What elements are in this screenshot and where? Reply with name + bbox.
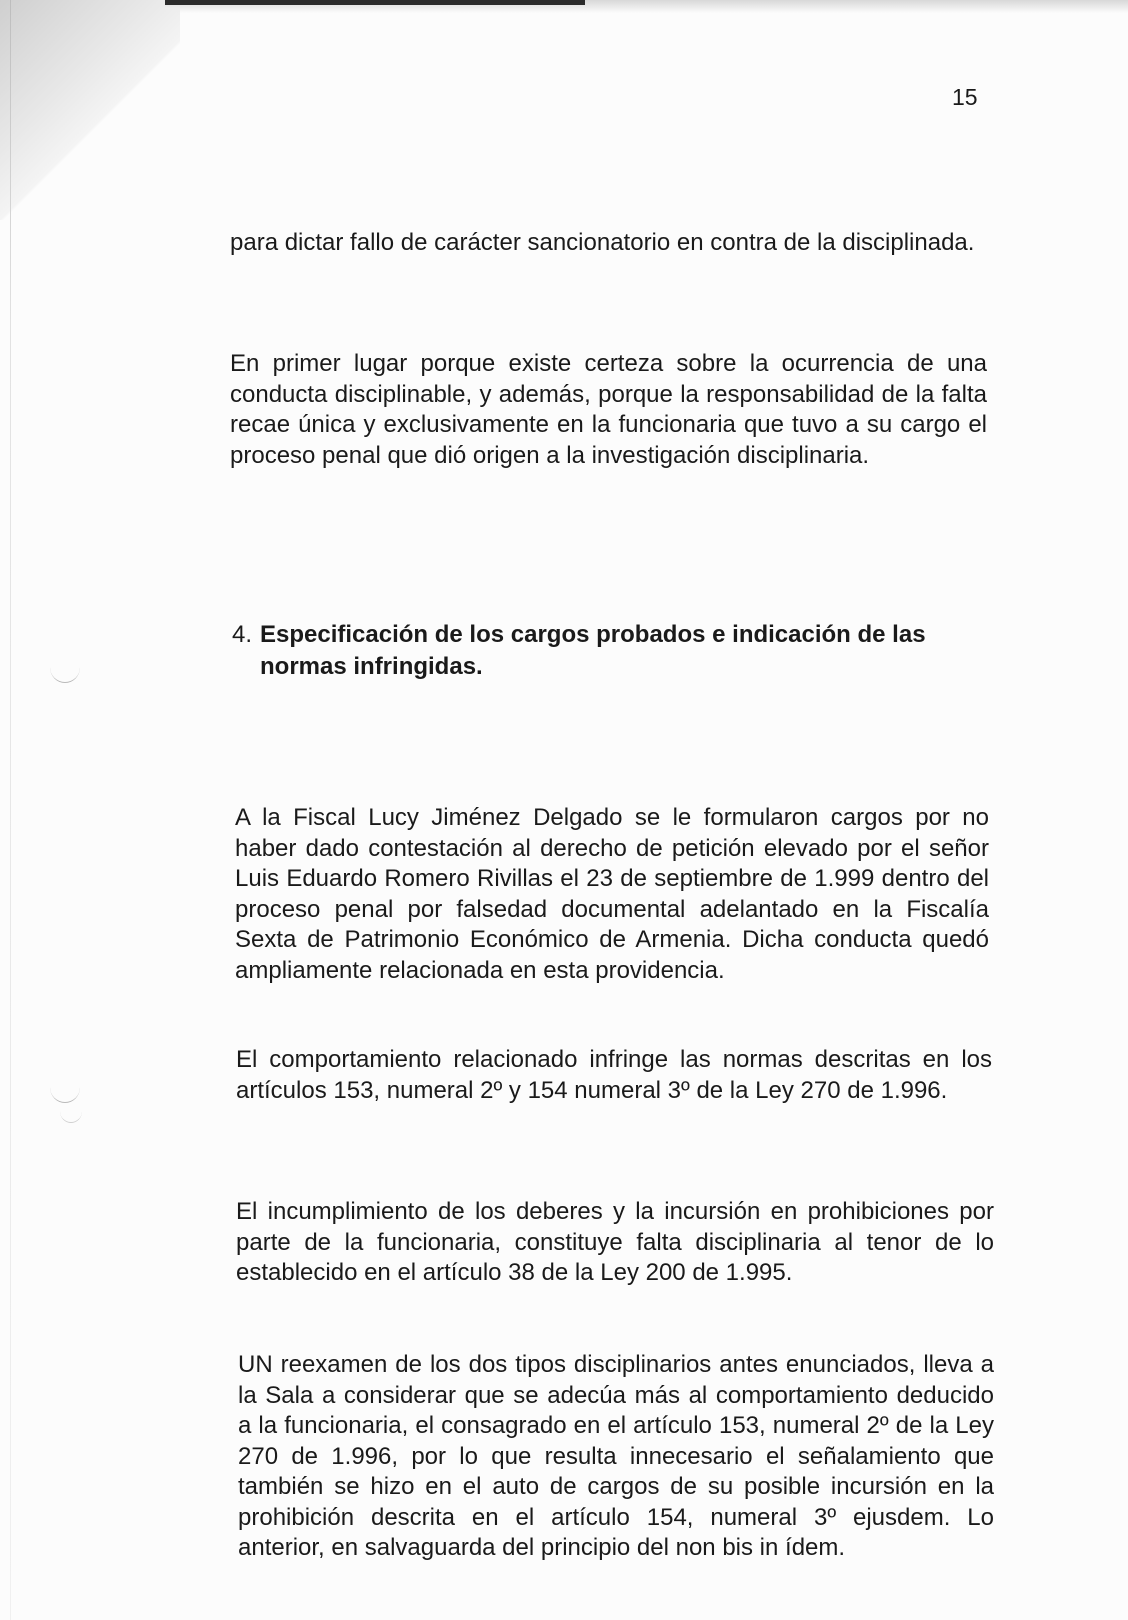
section-title: Especificación de los cargos probados e indicación de las normas infringidas. bbox=[260, 621, 926, 680]
punch-hole-mark bbox=[50, 1072, 80, 1103]
folded-corner bbox=[0, 0, 180, 220]
paragraph: El comportamiento relacionado infringe las normas descritas en los artículos 153, numeral 2º y 154 numeral 3º de la Ley 270 de 1.996. bbox=[236, 1046, 992, 1104]
scan-left-edge bbox=[10, 0, 11, 1620]
paragraph: En primer lugar porque existe certeza sobre la ocurrencia de una conducta disciplinable, y además, porque la responsabilidad de la falta recae única y exclusivamente en la funcionaria que tuvo a su cargo el proceso penal que dió origen a la investigación disciplinaria. bbox=[230, 350, 987, 469]
paragraph: El incumplimiento de los deberes y la incursión en prohibiciones por parte de la funcionaria, constituye falta disciplinaria al tenor de lo establecido en el artículo 38 de la Ley 200 de 1.995. bbox=[236, 1198, 994, 1286]
paragraph: UN reexamen de los dos tipos disciplinarios antes enunciados, lleva a la Sala a considerar que se adecúa más al comportamiento deducido a la funcionaria, el consagrado en el artículo 153, numeral 2º de la Ley 270 de 1.996, por lo que resulta innecesario el señalamiento que también se hizo en el auto de cargos de su posible incursión en la prohibición descrita en el artículo 154, numeral 3º ejusdem. Lo anterior, en salvaguarda del principio del non bis in ídem. bbox=[238, 1351, 994, 1561]
section-heading bbox=[232, 619, 992, 683]
paragraph: para dictar fallo de carácter sancionatorio en contra de la disciplinada. bbox=[230, 229, 975, 256]
page-number: 15 bbox=[952, 84, 978, 110]
scan-top-edge-shadow bbox=[165, 0, 585, 5]
punch-hole-mark bbox=[60, 1100, 82, 1123]
paragraph: A la Fiscal Lucy Jiménez Delgado se le formularon cargos por no haber dado contestación al derecho de petición elevado por el señor Luis Eduardo Romero Rivillas el 23 de septiembre de 1.999 dentro del proceso penal por falsedad documental adelantado en la Fiscalía Sexta de Patrimonio Económico de Armenia. Dicha conducta quedó ampliamente relacionada en esta providencia. bbox=[235, 804, 989, 984]
punch-hole-mark bbox=[50, 652, 80, 683]
section-number: 4. bbox=[232, 621, 253, 648]
